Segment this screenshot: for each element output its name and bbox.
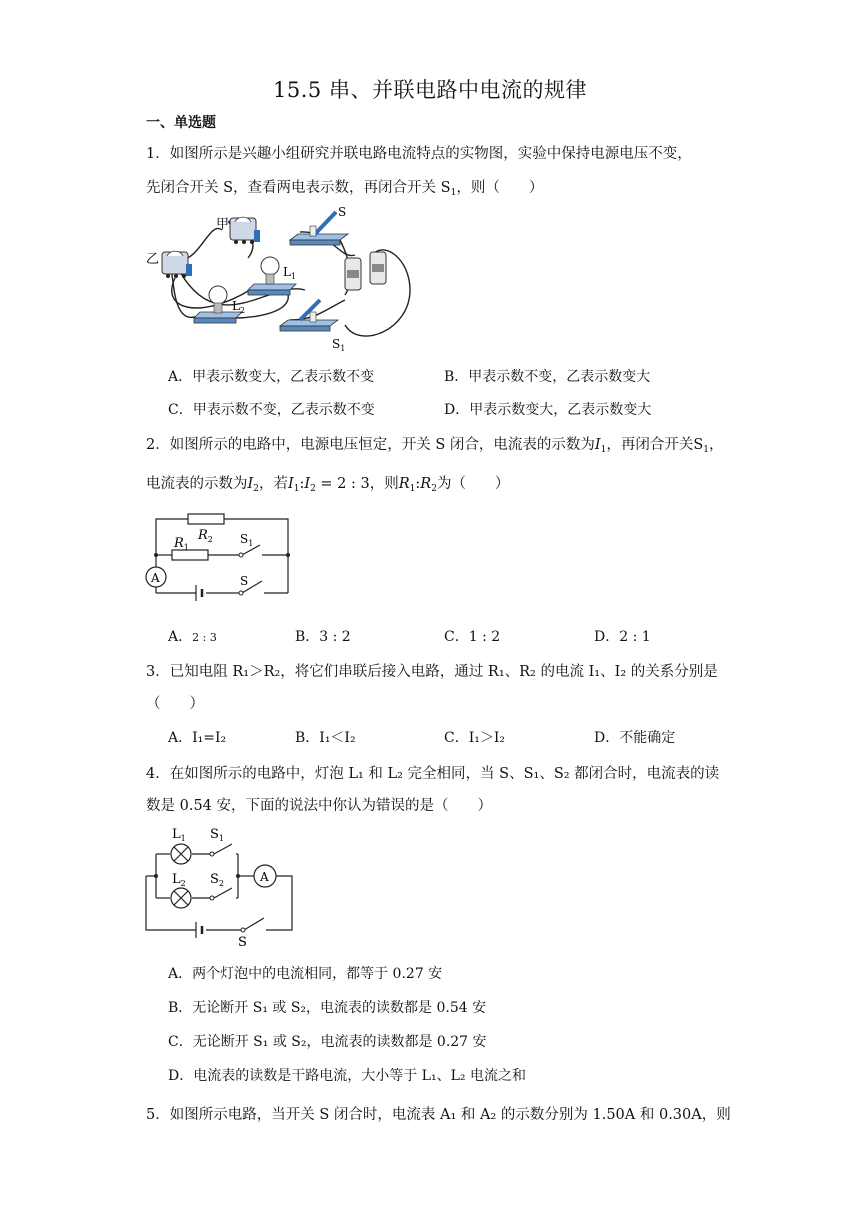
q3-option-a[interactable]: A．I₁=I₂	[168, 730, 227, 746]
section-heading: 一、单选题	[146, 115, 216, 131]
label-jia: 甲	[216, 217, 230, 232]
q3-option-c[interactable]: C．I₁＞I₂	[444, 730, 505, 746]
q4-label-s2: $S_2$	[210, 872, 224, 888]
q3-stem-line1: 3．已知电阻 R₁＞R₂，将它们串联后接入电路，通过 R₁、R₂ 的电流 I₁、I₂ 的关系分别是	[146, 664, 718, 680]
label-l2: $L_2$	[232, 299, 246, 315]
q3-option-b[interactable]: B．I₁＜I₂	[295, 730, 356, 746]
q2-label-s1: $S_1$	[240, 532, 254, 548]
q4-label-s: S	[238, 935, 247, 950]
switch-s1	[280, 300, 338, 331]
q2-option-c[interactable]: C．1 : 2	[444, 629, 501, 645]
q4-stem-line2: 数是 0.54 安，下面的说法中你认为错误的是（ ）	[146, 798, 493, 814]
label-l1: $L_1$	[283, 265, 297, 281]
q2-circuit-diagram	[142, 505, 302, 610]
q4-label-l1: $L_1$	[172, 827, 186, 843]
q2-stem-line1: 2．如图所示的电路中，电源电压恒定，开关 S 闭合，电流表的示数为$I_1$，再闭合开关$S_1$，	[146, 437, 724, 455]
q4-ammeter-label: A	[260, 870, 269, 884]
q1-option-c[interactable]: C．甲表示数不变，乙表示数不变	[168, 402, 375, 418]
page-title: 15.5 串、并联电路中电流的规律	[273, 78, 587, 102]
q4-option-d[interactable]: D．电流表的读数是干路电流，大小等于 L₁、L₂ 电流之和	[168, 1068, 526, 1084]
q4-option-c[interactable]: C．无论断开 S₁ 或 S₂，电流表的读数都是 0.27 安	[168, 1034, 487, 1050]
q5-stem-line1: 5．如图所示电路，当开关 S 闭合时，电流表 A₁ 和 A₂ 的示数分别为 1.50A 和 0.30A，则	[146, 1107, 731, 1123]
q3-option-d[interactable]: D．不能确定	[594, 730, 676, 746]
ammeter-yi	[162, 251, 192, 278]
q1-stem-line2: 先闭合开关 S，查看两电表示数，再闭合开关 $S_1$，则（ ）	[146, 180, 544, 198]
q3-stem-line2: （ ）	[146, 696, 204, 712]
q1-stem-line1: 1．如图所示是兴趣小组研究并联电路电流特点的实物图，实验中保持电源电压不变，	[146, 146, 692, 162]
q2-option-b[interactable]: B．3 : 2	[295, 629, 351, 645]
q1-option-b[interactable]: B．甲表示数不变，乙表示数变大	[444, 369, 651, 385]
q2-label-r1: $R_1$	[174, 536, 189, 552]
q4-stem-line1: 4．在如图所示的电路中，灯泡 L₁ 和 L₂ 完全相同，当 S、S₁、S₂ 都闭合时，电流表的读	[146, 766, 720, 782]
battery-pack	[345, 252, 386, 290]
q2-option-a[interactable]: A．2 : 3	[168, 629, 217, 645]
q2-option-d[interactable]: D．2 : 1	[594, 629, 651, 645]
q1-circuit-photo	[140, 200, 420, 360]
q4-option-a[interactable]: A．两个灯泡中的电流相同，都等于 0.27 安	[168, 966, 443, 982]
q1-option-d[interactable]: D．甲表示数变大，乙表示数变大	[444, 402, 652, 418]
label-s1: $S_1$	[332, 337, 346, 353]
label-yi: 乙	[146, 252, 160, 267]
q2-label-r2: $R_2$	[198, 528, 213, 544]
q2-label-s: S	[240, 574, 249, 588]
q1-option-a[interactable]: A．甲表示数变大，乙表示数不变	[168, 369, 375, 385]
label-s: S	[338, 205, 347, 219]
q4-circuit-diagram	[142, 820, 302, 950]
q2-ammeter-label: A	[151, 571, 160, 585]
ammeter-jia	[230, 217, 260, 244]
q4-label-s1: $S_1$	[210, 827, 224, 843]
q4-option-b[interactable]: B．无论断开 S₁ 或 S₂，电流表的读数都是 0.54 安	[168, 1000, 487, 1016]
q2-stem-line2: 电流表的示数为$I_2$，若$I_1:I_2 = 2$ : 3，则$R_1:R_2$为（ ）	[146, 476, 510, 494]
q4-label-l2: $L_2$	[172, 872, 186, 888]
